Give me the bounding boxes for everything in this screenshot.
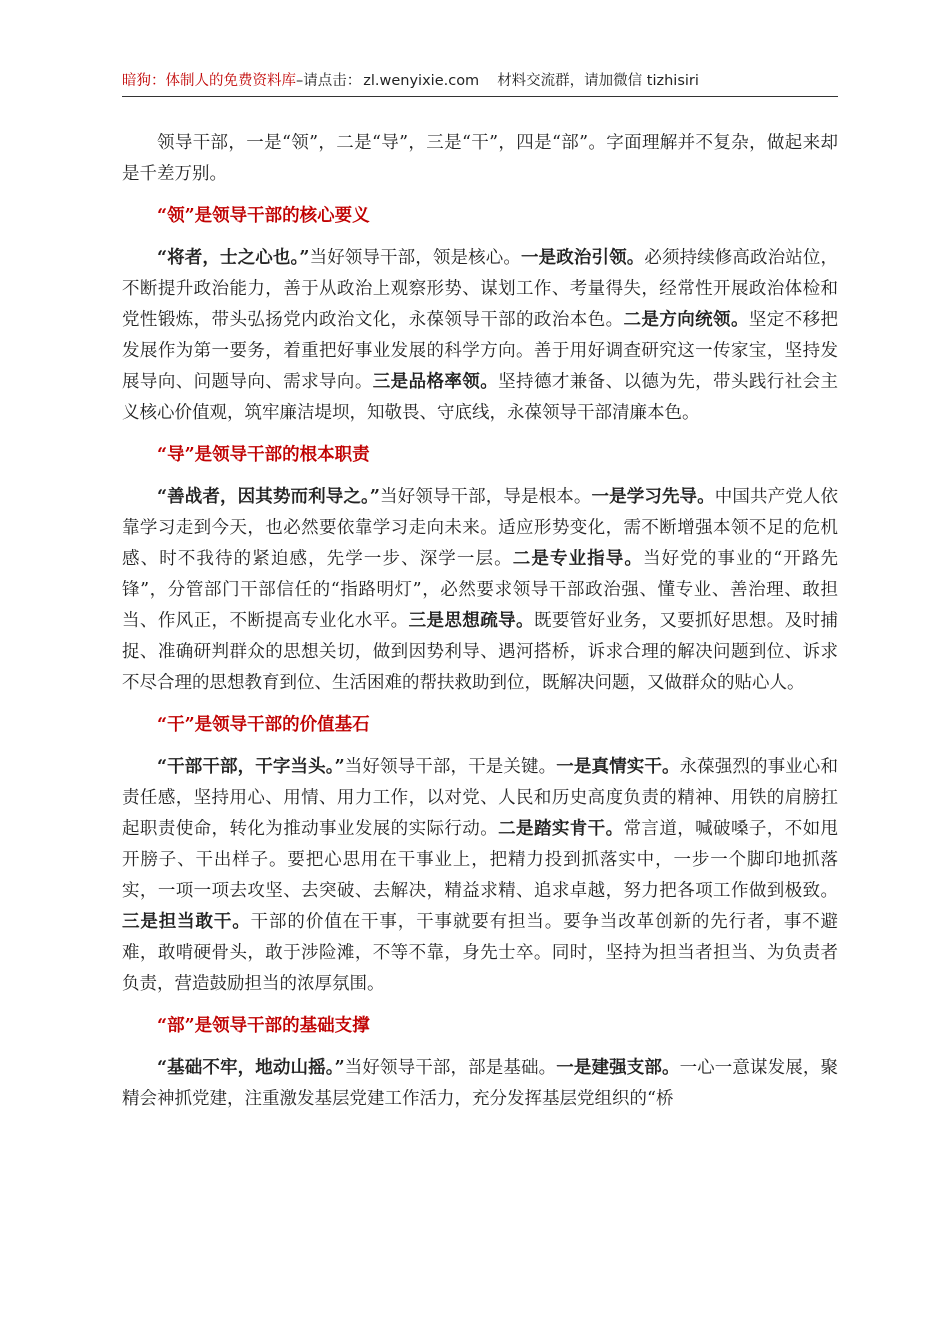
page-header bbox=[122, 68, 838, 97]
section-lead: 当好领导干部，干是关键。 bbox=[344, 757, 557, 777]
header-click-prompt: –请点击： bbox=[296, 73, 362, 89]
section-paragraph-dao bbox=[122, 482, 838, 699]
section-quote: “善战者，因其势而利导之。” bbox=[157, 487, 380, 507]
point-title: 三是担当敢干。 bbox=[122, 912, 251, 932]
section-heading-ling: “领”是领导干部的核心要义 bbox=[157, 206, 370, 226]
point-text: 中国共产党人依靠学习走到今天，也必然要依靠学习走向未来。适应形势变化，需不断增强本领不足的危机感、时不我待的紧迫感，先学一步、深学一层。 bbox=[122, 487, 839, 569]
section-quote: “干部干部，干字当头。” bbox=[157, 757, 345, 777]
point-title: 一是真情实干。 bbox=[556, 757, 680, 777]
section-lead: 当好领导干部，领是核心。 bbox=[309, 248, 521, 268]
section-paragraph-gan bbox=[122, 752, 838, 1000]
section-lead: 当好领导干部，部是基础。 bbox=[344, 1058, 557, 1078]
point-title: 三是思想疏导。 bbox=[408, 611, 534, 631]
point-title: 一是政治引领。 bbox=[521, 248, 645, 268]
header-contact: 材料交流群，请加微信 tizhisiri bbox=[497, 73, 699, 89]
header-site-name: 暗狗：体制人的免费资料库 bbox=[122, 73, 296, 89]
point-text: 一心一意谋发展，聚精会神抓党建，注重激发基层党建工作活力，充分发挥基层党组织的“桥 bbox=[122, 1058, 839, 1109]
section-quote: “基础不牢，地动山摇。” bbox=[157, 1058, 345, 1078]
section-quote: “将者，士之心也。” bbox=[157, 248, 310, 268]
section-heading-bu: “部”是领导干部的基础支撑 bbox=[157, 1016, 370, 1036]
point-text: 干部的价值在干事，干事就要有担当。要争当改革创新的先行者，事不避难，敢啃硬骨头，敢于涉险滩，不等不靠，身先士卒。同时，坚持为担当者担当、为负责者负责，营造鼓励担当的浓厚氛围。 bbox=[122, 912, 838, 994]
point-title: 二是方向统领。 bbox=[623, 310, 749, 330]
section-paragraph-ling bbox=[122, 243, 838, 429]
point-text: 永葆强烈的事业心和责任感，坚持用心、用情、用力工作，以对党、人民和历史高度负责的精神、用铁的肩膀扛起职责使命，转化为推动事业发展的实际行动。 bbox=[122, 757, 839, 839]
point-title: 三是品格率领。 bbox=[372, 372, 499, 392]
section-lead: 当好领导干部，导是根本。 bbox=[379, 487, 592, 507]
article-body bbox=[122, 128, 838, 1126]
point-text: 既要管好业务，又要抓好思想。及时捕捉、准确研判群众的思想关切，做到因势利导、遇河搭桥，诉求合理的解决问题到位、诉求不尽合理的思想教育到位、生活困难的帮扶救助到位，既解决问题，又做群众的贴心人。 bbox=[122, 611, 839, 693]
header-url-link[interactable]: zl.wenyixie.com bbox=[363, 73, 480, 89]
point-text: 必须持续修高政治站位，不断提升政治能力，善于从政治上观察形势、谋划工作、考量得失，经常性开展政治体检和党性锻炼，带头弘扬党内政治文化，永葆领导干部的政治本色。 bbox=[122, 248, 839, 330]
point-title: 二是专业指导。 bbox=[512, 549, 643, 569]
section-heading-gan: “干”是领导干部的价值基石 bbox=[157, 715, 370, 735]
point-text: 坚持德才兼备、以德为先，带头践行社会主义核心价值观，筑牢廉洁堤坝，知敬畏、守底线，永葆领导干部清廉本色。 bbox=[122, 372, 839, 423]
point-title: 一是学习先导。 bbox=[591, 487, 715, 507]
point-text: 坚定不移把发展作为第一要务，着重把好事业发展的科学方向。善于用好调查研究这一传家宝，坚持发展导向、问题导向、需求导向。 bbox=[122, 310, 839, 392]
point-text: 常言道，喊破嗓子，不如甩开膀子、干出样子。要把心思用在干事业上，把精力投到抓落实中，一步一个脚印地抓落实，一项一项去攻坚、去突破、去解决，精益求精、追求卓越，努力把各项工作做到极致。 bbox=[122, 819, 839, 901]
point-title: 二是踏实肯干。 bbox=[498, 819, 624, 839]
section-paragraph-bu bbox=[122, 1053, 838, 1115]
point-title: 一是建强支部。 bbox=[556, 1058, 680, 1078]
point-text: 当好党的事业的“开路先锋”，分管部门干部信任的“指路明灯”，必然要求领导干部政治强、懂专业、善治理、敢担当、作风正，不断提高专业化水平。 bbox=[122, 549, 839, 631]
section-heading-dao: “导”是领导干部的根本职责 bbox=[157, 445, 370, 465]
intro-paragraph: 领导干部，一是“领”，二是“导”，三是“干”，四是“部”。字面理解并不复杂，做起来却是千差万别。 bbox=[122, 133, 838, 184]
